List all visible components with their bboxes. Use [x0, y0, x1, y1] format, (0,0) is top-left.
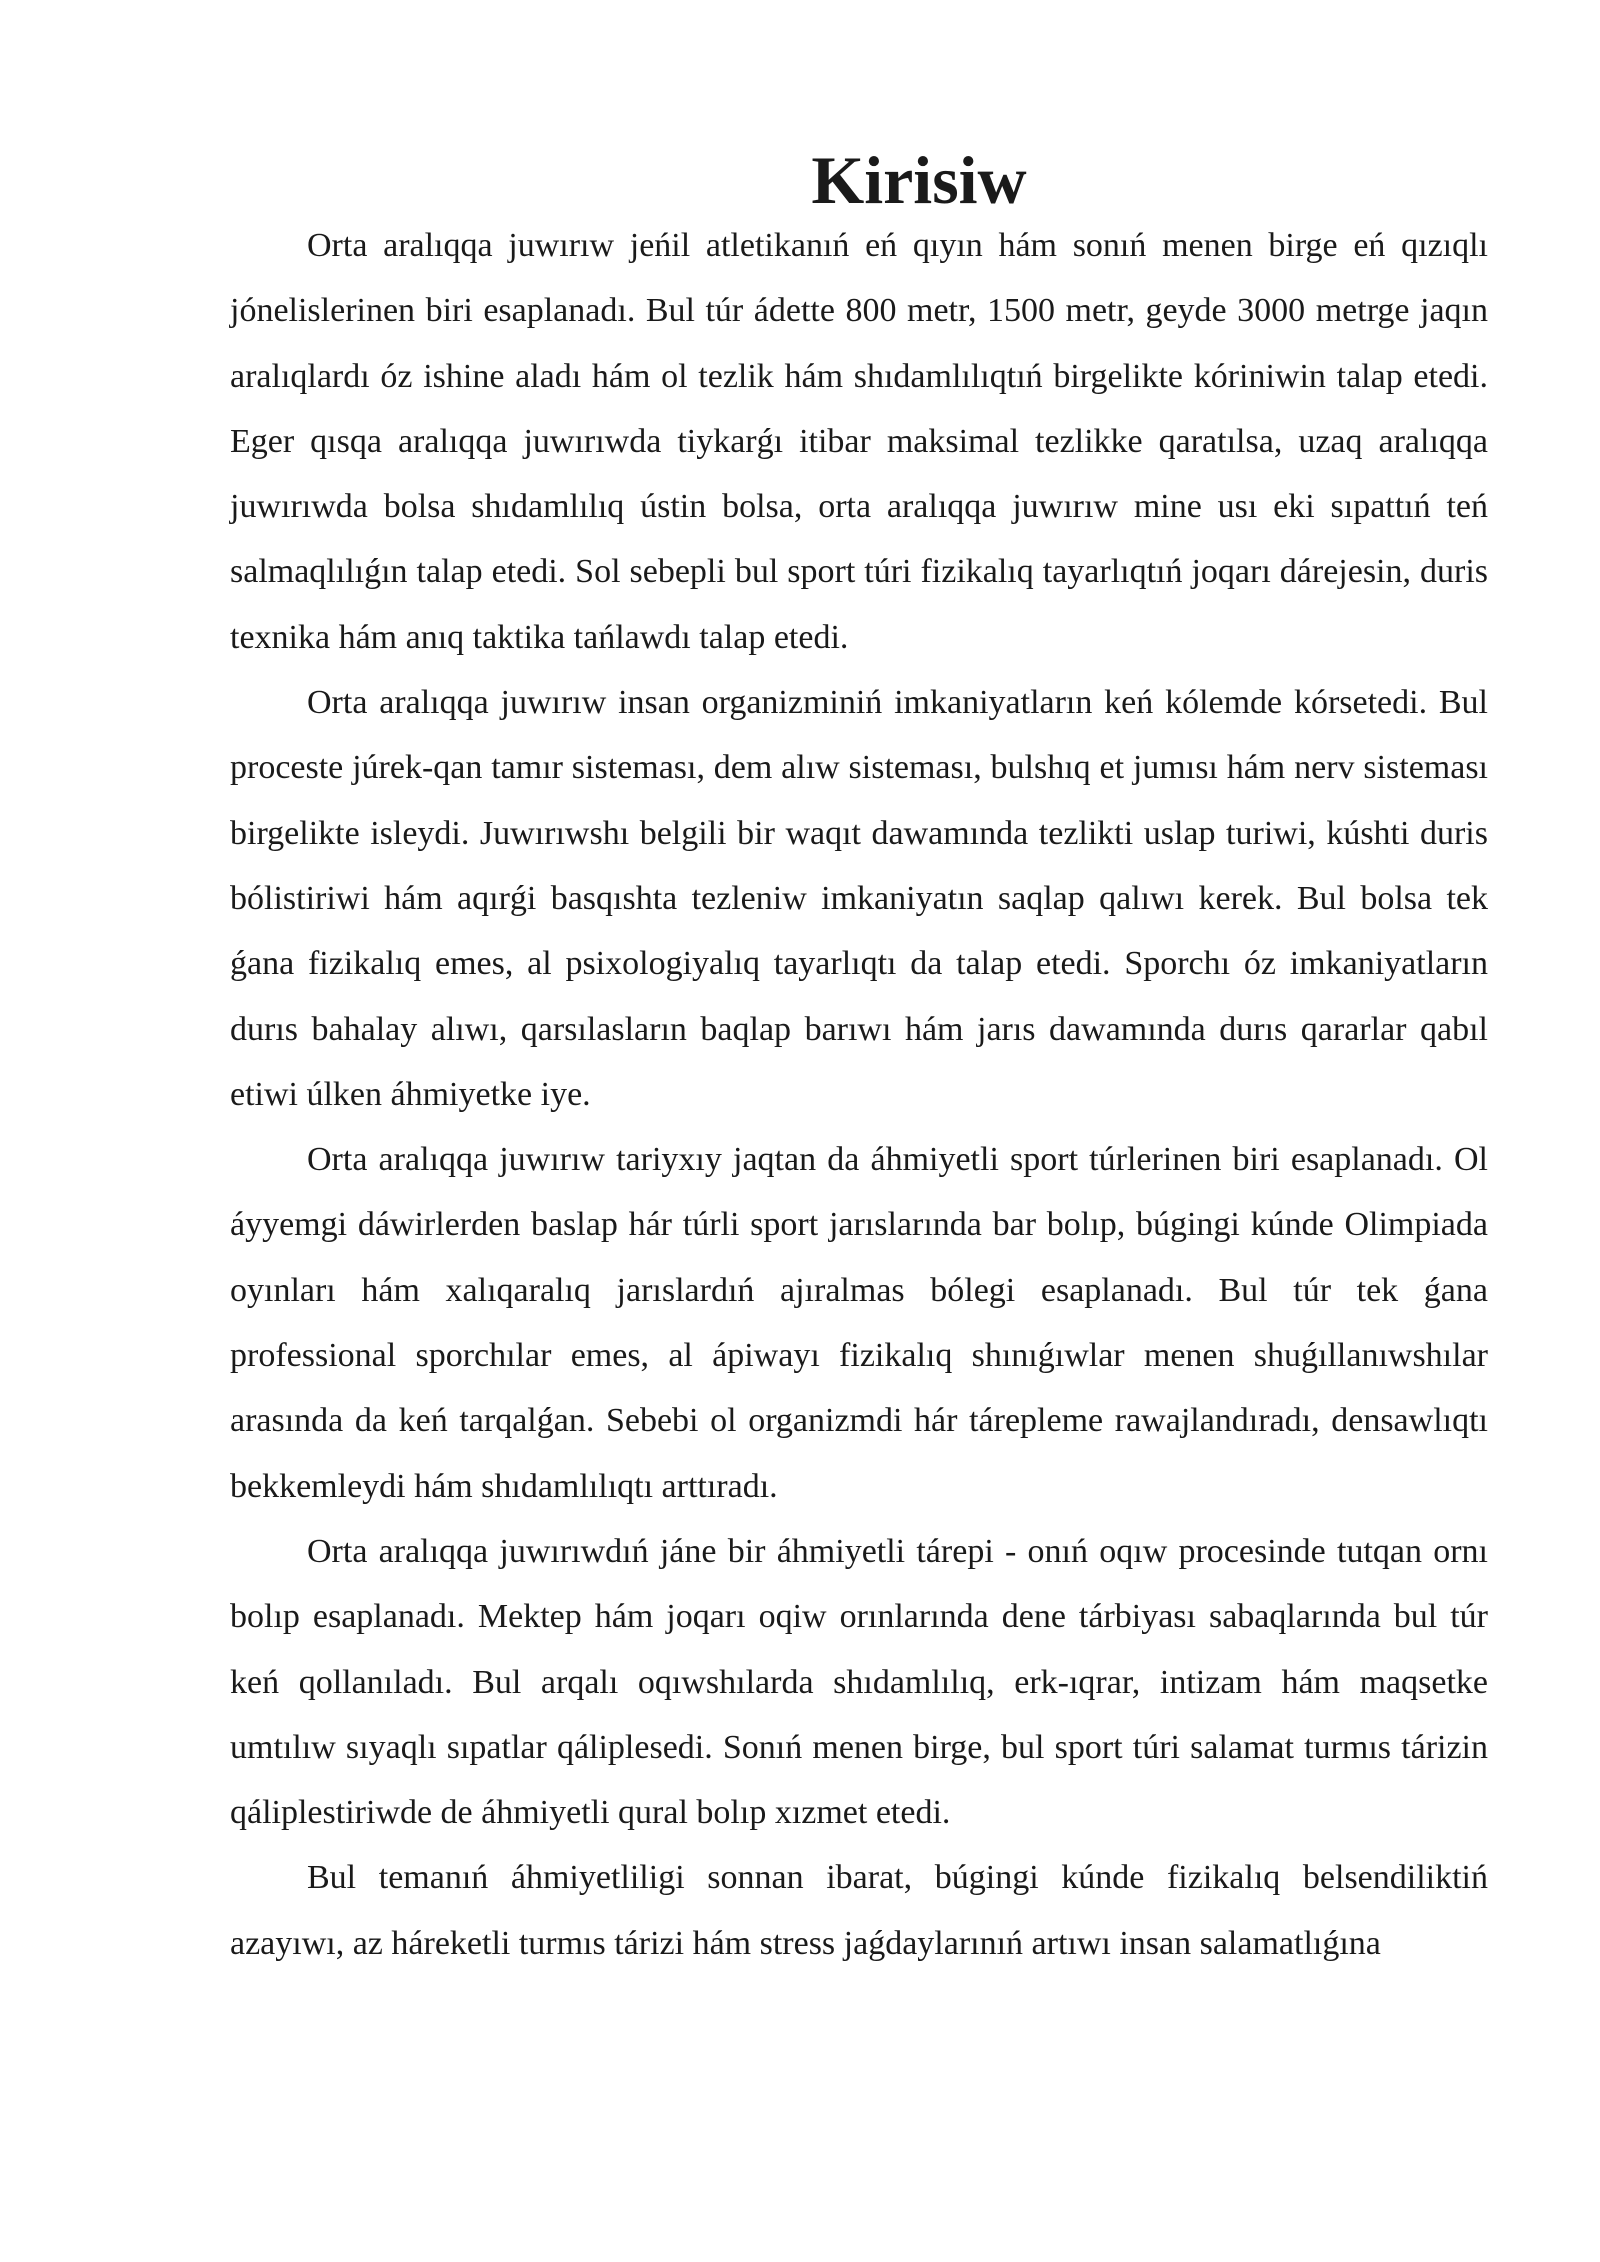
- paragraph-2: Orta aralıqqa juwırıw insan organizminiń imkaniyatların keń kólemde kórsetedi. Bul proceste júrek-qan tamır sisteması, dem alıw sisteması, bulshıq et jumısı hám nerv sisteması birgelikte isleydi. Juwırıwshı belgili bir waqıt dawamında tezlikti uslap turiwi, kúshti duris bólistiriwi hám aqırǵi basqıshta tezleniw imkaniyatın saqlap qalıwı kerek. Bul bolsa tek ǵana fizikalıq emes, al psixologiyalıq tayarlıqtı da talap etedi. Sporchı óz imkaniyatların durıs bahalay alıwı, qarsılasların baqlap barıwı hám jarıs dawamında durıs qararlar qabıl etiwi úlken áhmiyetke iye.: [230, 684, 1488, 1113]
- paragraph-3: Orta aralıqqa juwırıw tariyxıy jaqtan da áhmiyetli sport túrlerinen biri esaplanadı. Ol áyyemgi dáwirlerden baslap hár túrli sport jarıslarında bar bolıp, búgingi kúnde Olimpiada oyınları hám xalıqaralıq jarıslardıń ajıralmas bólegi esaplanadı. Bul túr tek ǵana professional sporchılar emes, al ápiwayı fizikalıq shınıǵıwlar menen shuǵıllanıwshılar arasında da keń tarqalǵan. Sebebi ol organizmdi hár tárepleme rawajlandıradı, densawlıqtı bekkemleydi hám shıdamlılıqtı arttıradı.: [230, 1141, 1488, 1505]
- paragraph-4: Orta aralıqqa juwırıwdıń jáne bir áhmiyetli tárepi - onıń oqıw procesinde tutqan ornı bolıp esaplanadı. Mektep hám joqarı oqiw orınlarında dene tárbiyası sabaqlarında bul túr keń qollanıladı. Bul arqalı oqıwshılarda shıdamlılıq, erk-ıqrar, intizam hám maqsetke umtılıw sıyaqlı sıpatlar qáliplesedi. Sonıń menen birge, bul sport túri salamat turmıs tárizin qáliplestiriwde de áhmiyetli qural bolıp xızmet etedi.: [230, 1532, 1488, 1832]
- paragraph-1: Orta aralıqqa juwırıw jeńil atletikanıń eń qıyın hám sonıń menen birge eń qızıqlı jónelislerinen biri esaplanadı. Bul túr ádette 800 metr, 1500 metr, geyde 3000 metrge jaqın aralıqlardı óz ishine aladı hám ol tezlik hám shıdamlılıqtıń birgelikte kóriniwin talap etedi. Eger qısqa aralıqqa juwırıwda tiykarǵı itibar maksimal tezlikke qaratılsa, uzaq aralıqqa juwırıwda bolsa shıdamlılıq ústin bolsa, orta aralıqqa juwırıw mine usı eki sıpattıń teń salmaqlılıǵın talap etedi. Sol sebepli bul sport túri fizikalıq tayarlıqtıń joqarı dárejesin, duris texnika hám anıq taktika tańlawdı talap etedi.: [230, 227, 1488, 656]
- document-body: [230, 142, 1488, 1976]
- page-title: Kirisiw: [811, 142, 1027, 218]
- paragraph-5: Bul temanıń áhmiyetliligi sonnan ibarat, búgingi kúnde fizikalıq belsendiliktiń azayıwı, az háreketli turmıs tárizi hám stress jaǵdaylarınıń artıwı insan salamatlıǵına: [230, 1859, 1488, 1962]
